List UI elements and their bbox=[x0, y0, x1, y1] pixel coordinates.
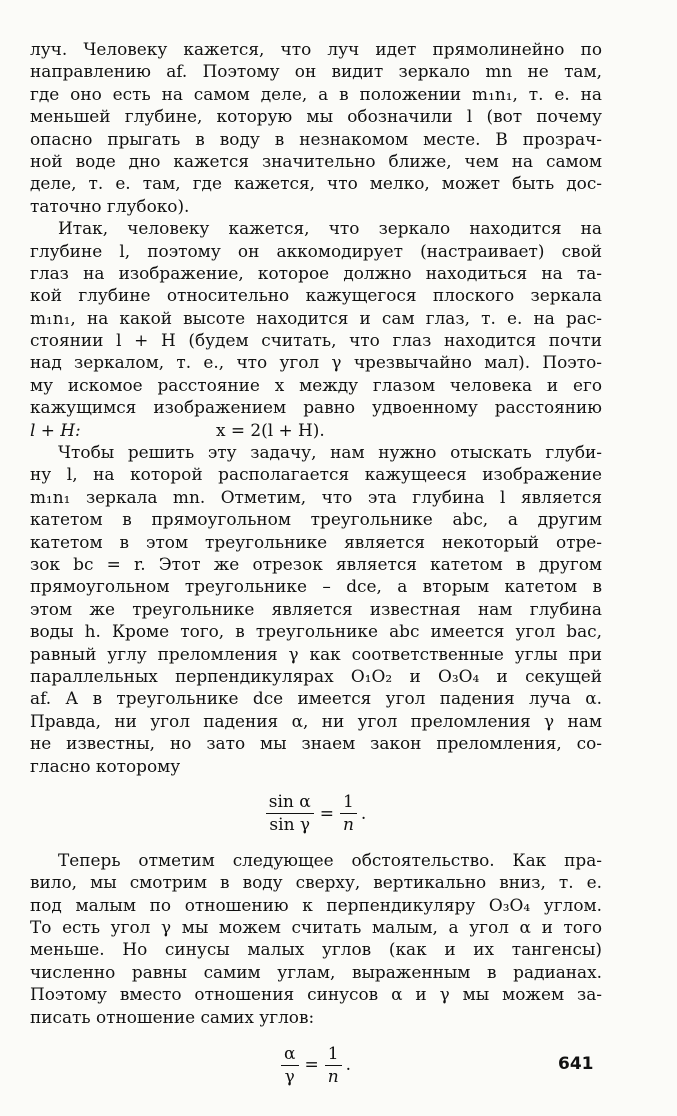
equals-sign: = bbox=[319, 803, 334, 824]
text-line: численно равны самим углам, выраженным в радианах. bbox=[30, 961, 602, 982]
fraction-angles bbox=[281, 1043, 298, 1088]
text-line: гласно которому bbox=[30, 755, 181, 776]
text-line: катетом в прямоугольном треугольнике abc, а другим bbox=[30, 509, 602, 530]
formula-period: . bbox=[345, 1054, 351, 1075]
inline-expression: l + H: bbox=[30, 419, 81, 440]
text-line: параллельных перпендикулярах O₁O₂ и O₃O₄ и секущей bbox=[30, 665, 602, 686]
text-line: Поэтому вместо отношения синусов α и γ мы можем за- bbox=[30, 984, 602, 1005]
text-line: где оно есть на самом деле, а в положении m₁n₁, т. е. на bbox=[30, 83, 602, 104]
text-line: кажущимся изображением равно удвоенному расстоянию bbox=[30, 397, 602, 418]
text-line: То есть угол γ мы можем считать малым, а угол α и того bbox=[30, 917, 602, 938]
formula-snell bbox=[30, 779, 602, 849]
text-line: не известны, но зато мы знаем закон преломления, со- bbox=[30, 733, 602, 754]
text-line: меньше. Но синусы малых углов (как и их тангенсы) bbox=[30, 939, 602, 960]
fraction-numerator: α bbox=[281, 1043, 298, 1066]
text-line: вило, мы смотрим в воду сверху, вертикально вниз, т. е. bbox=[30, 872, 602, 893]
text-line: таточно глубоко). bbox=[30, 195, 190, 216]
text-line: меньшей глубине, которую мы обозначили l (вот почему bbox=[30, 106, 602, 127]
fraction-one-over-n bbox=[325, 1043, 342, 1088]
text-line: глубине l, поэтому он аккомодирует (настраивает) свой bbox=[30, 240, 602, 261]
text-line: ну l, на которой располагается кажущееся изображение bbox=[30, 464, 602, 485]
paragraph-4 bbox=[30, 849, 602, 1028]
fraction-sines bbox=[266, 791, 314, 836]
text-line: Итак, человеку кажется, что зеркало находится на bbox=[58, 218, 602, 239]
text-line: опасно прыгать в воду в незнакомом месте. В прозрач- bbox=[30, 128, 602, 149]
text-line: луч. Человеку кажется, что луч идет прямолинейно по bbox=[30, 39, 602, 59]
fraction-one-over-n bbox=[340, 791, 357, 836]
text-line: Теперь отметим следующее обстоятельство. Как пра- bbox=[58, 849, 602, 870]
text-line: стоянии l + H (будем считать, что глаз находится почти bbox=[30, 330, 602, 351]
text-line: равный углу преломления γ как соответственные углы при bbox=[30, 643, 602, 664]
text-line: af. А в треугольнике dce имеется угол падения луча α. bbox=[30, 688, 602, 709]
text-line: над зеркалом, т. е., что угол γ чрезвычайно мал). Поэто- bbox=[30, 352, 602, 373]
formula-x: x = 2(l + H). bbox=[216, 419, 325, 440]
text-line-with-formula bbox=[30, 419, 602, 441]
text-line: писать отношение самих углов: bbox=[30, 1006, 315, 1027]
text-line: направлению af. Поэтому он видит зеркало mn не там, bbox=[30, 61, 602, 82]
text-line: под малым по отношению к перпендикуляру O₃O₄ углом. bbox=[30, 894, 602, 915]
text-line: Чтобы решить эту задачу, нам нужно отыскать глуби- bbox=[58, 442, 602, 463]
text-line: кой глубине относительно кажущегося плоского зеркала bbox=[30, 285, 602, 306]
fraction-denominator: γ bbox=[284, 1066, 295, 1087]
text-line: Правда, ни угол падения α, ни угол преломления γ нам bbox=[30, 710, 602, 731]
text-line: катетом в этом треугольнике является некоторый отре- bbox=[30, 531, 602, 552]
text-line: му искомое расстояние x между глазом человека и его bbox=[30, 374, 602, 395]
fraction-numerator: sin α bbox=[266, 791, 314, 814]
page-text bbox=[30, 38, 602, 1100]
fraction-numerator: 1 bbox=[340, 791, 357, 814]
text-line: глаз на изображение, которое должно находиться на та- bbox=[30, 262, 602, 283]
text-line: деле, т. е. там, где кажется, что мелко, может быть дос- bbox=[30, 173, 602, 194]
fraction-denominator: n bbox=[327, 1066, 339, 1087]
fraction-numerator: 1 bbox=[325, 1043, 342, 1066]
text-line: зок bc = r. Этот же отрезок является катетом в другом bbox=[30, 553, 602, 574]
text-line: m₁n₁ зеркала mn. Отметим, что эта глубина l является bbox=[30, 486, 602, 507]
formula-period: . bbox=[360, 803, 367, 824]
paragraph-1 bbox=[30, 38, 602, 217]
formula-angles bbox=[30, 1030, 602, 1100]
paragraph-3 bbox=[30, 441, 602, 777]
text-line: m₁n₁, на какой высоте находится и сам глаз, т. е. на рас- bbox=[30, 307, 602, 328]
paragraph-2 bbox=[30, 217, 602, 441]
fraction-denominator: n bbox=[342, 815, 354, 836]
text-line: ной воде дно кажется значительно ближе, чем на самом bbox=[30, 150, 602, 171]
fraction-denominator: sin γ bbox=[269, 815, 311, 836]
text-line: этом же треугольнике является известная нам глубина bbox=[30, 598, 602, 619]
page-number: 641 bbox=[558, 1054, 594, 1074]
text-line: воды h. Кроме того, в треугольнике abc имеется угол bac, bbox=[30, 621, 602, 642]
text-line: прямоугольном треугольнике – dce, а вторым катетом в bbox=[30, 576, 602, 597]
equals-sign: = bbox=[304, 1054, 319, 1075]
